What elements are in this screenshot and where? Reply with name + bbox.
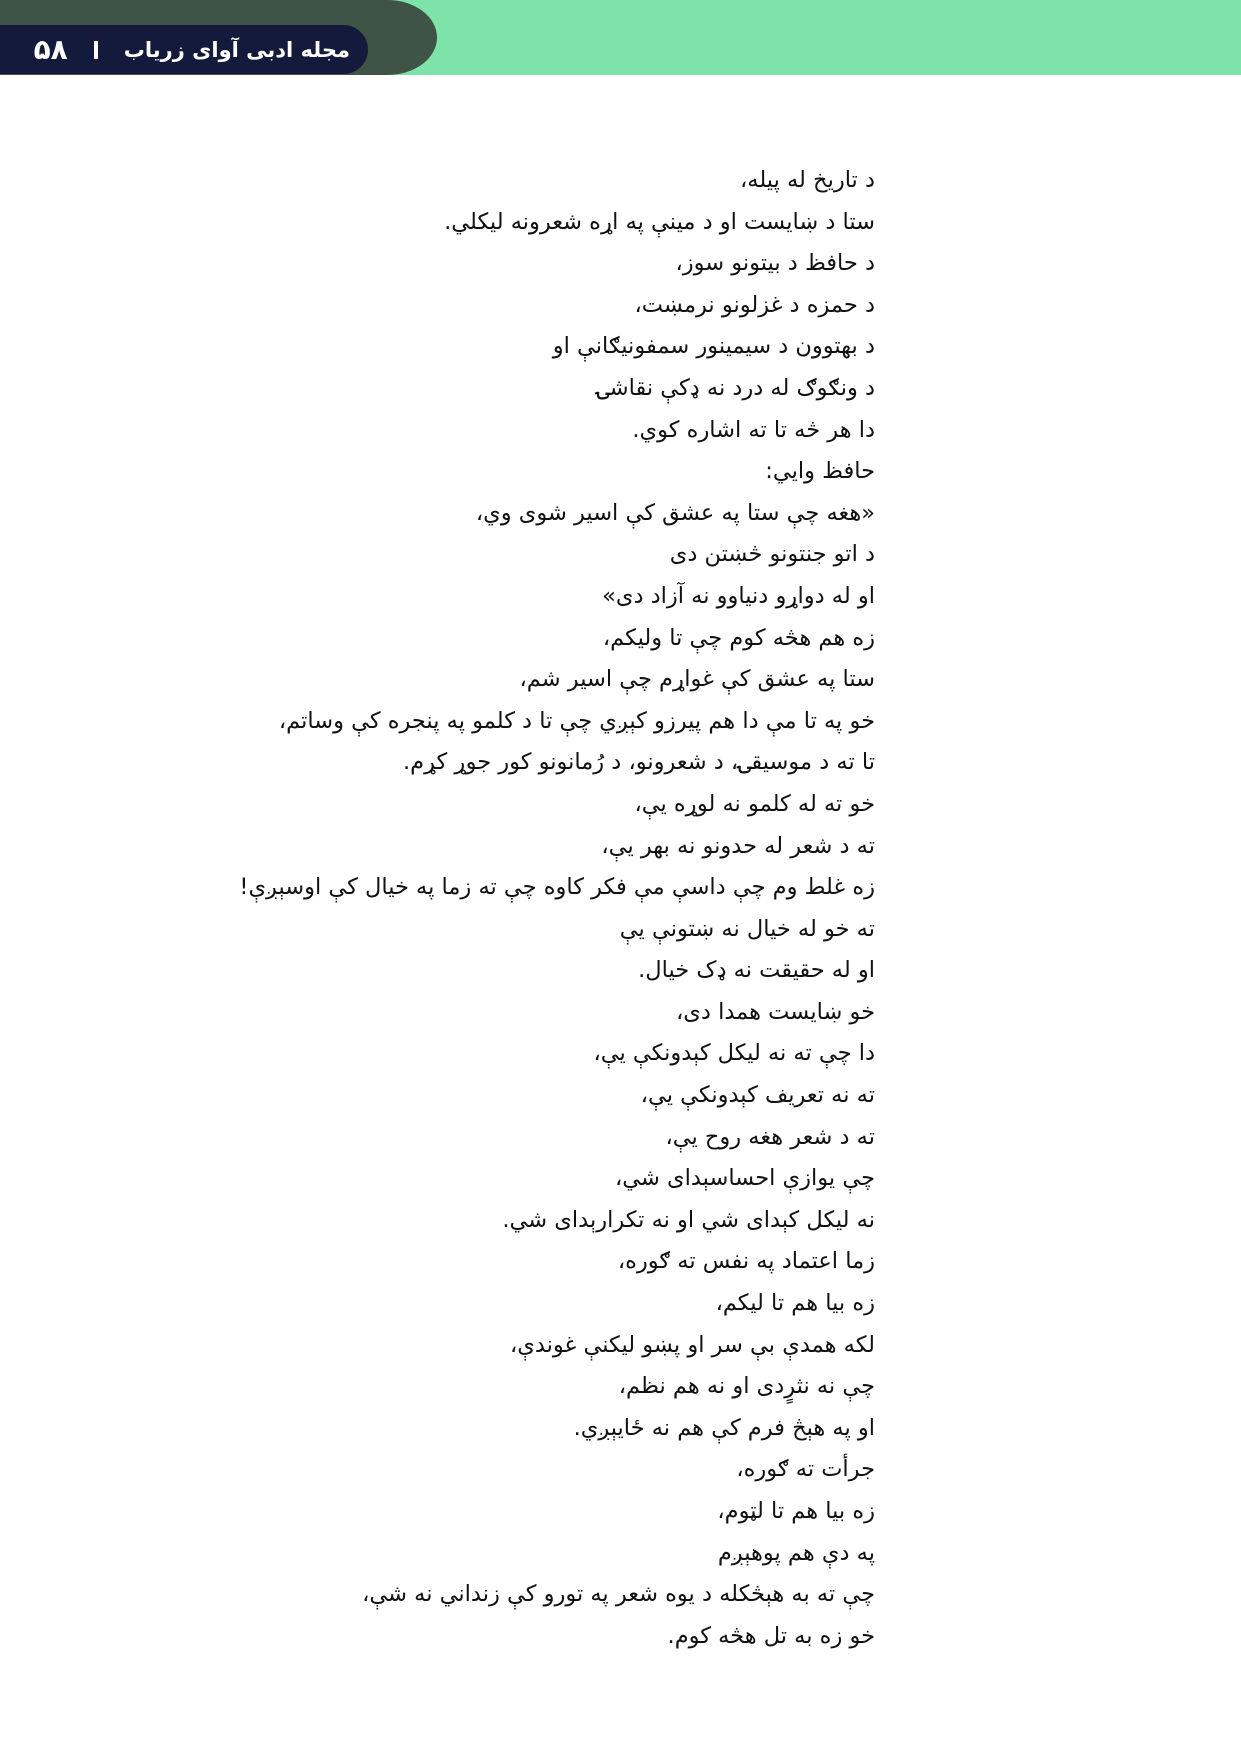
poem-line: د تاریخ له پیله، [740, 167, 875, 193]
header-separator [94, 41, 98, 59]
poem-line: او په هېڅ فرم کې هم نه ځایېږي. [573, 1414, 875, 1441]
poem-line: حافظ وايي: [765, 458, 875, 485]
poem-line: خو ته له کلمو نه لوړه یې، [634, 790, 875, 817]
poem-line: تا ته د موسیقۍ، د شعرونو، د رُمانونو کور جوړ کړم. [403, 749, 875, 776]
poem-line: لکه همدې بې سر او پښو لیکنې غوندې، [509, 1331, 875, 1358]
page-number: ۵۸ [33, 33, 68, 66]
poem-line: د حافظ د بیتونو سوز، [675, 250, 875, 277]
poem-line: دا هر څه تا ته اشاره کوي. [632, 416, 875, 443]
poem-line: دا چې ته نه لیکل کېدونکې یې، [593, 1040, 875, 1067]
poem-line: «هغه چې ستا په عشق کې اسیر شوی وي، [475, 499, 875, 526]
poem-line: خو په تا مې دا هم پیرزو کېږي چې تا د کلمو په پنجره کې وساتم، [278, 707, 875, 734]
poem-line: ته د شعر له حدونو نه بهر یې، [601, 832, 875, 859]
poem-line: د ونګوګ له درد نه ډکې نقاشۍ [596, 374, 875, 401]
poem-line: ته نه تعریف کېدونکې یې، [640, 1082, 875, 1109]
poem-line: ته خو له خیال نه ښتونې یې [619, 915, 875, 942]
header-title-group [34, 25, 350, 74]
poem-line: زه بیا هم تا لیکم، [715, 1290, 875, 1317]
poem-line: د حمزه د غزلونو نرمښت، [634, 291, 875, 318]
poem-line: او له حقیقت نه ډک خیال. [638, 957, 875, 984]
poem-line: خو زه به تل هڅه کوم. [667, 1622, 875, 1649]
poem-line: نه لیکل کېدای شي او نه تکرارېدای شي. [502, 1206, 875, 1233]
poem-line: زه هم هڅه کوم چې تا ولیکم، [602, 624, 875, 651]
poem-line: چې ته به هېڅکله د یوه شعر په تورو کې زنداني نه شې، [362, 1581, 875, 1608]
poem-line: د بهتوون د سیمینور سمفونيګانې او [552, 333, 875, 360]
poem-body [239, 160, 875, 1657]
poem-line: چې نه نثرٍدی او نه هم نظم، [618, 1373, 875, 1400]
header-title-bar [0, 25, 368, 74]
poem-line: زه بیا هم تا لټوم، [717, 1498, 875, 1524]
poem-line: زما اعتماد په نفس ته ګوره، [617, 1248, 875, 1275]
poem-line: په دې هم پوهېږم [717, 1539, 875, 1566]
poem-line: ته د شعر هغه روح یې، [665, 1123, 875, 1150]
poem-line: د اتو جنتونو څښتن دی [669, 541, 875, 568]
poem-line: زه غلط وم چې داسې مې فکر کاوه چې ته زما په خیال کې اوسېږې! [239, 874, 875, 901]
poem-line: او له دواړو دنیاوو نه آزاد دی» [602, 582, 875, 609]
poem-line: خو ښایست همدا دی، [676, 998, 875, 1025]
poem-line: ستا په عشق کې غواړم چې اسیر شم، [519, 666, 875, 693]
poem-line: چې یوازې احساسېدای شي، [614, 1165, 875, 1192]
magazine-title: مجله ادبی آوای زریاب [123, 37, 350, 62]
poem-line: جرأت ته ګوره، [736, 1456, 875, 1483]
poem-line: ستا د ښایست او د مینې په اړه شعرونه لیکلي. [444, 208, 875, 235]
